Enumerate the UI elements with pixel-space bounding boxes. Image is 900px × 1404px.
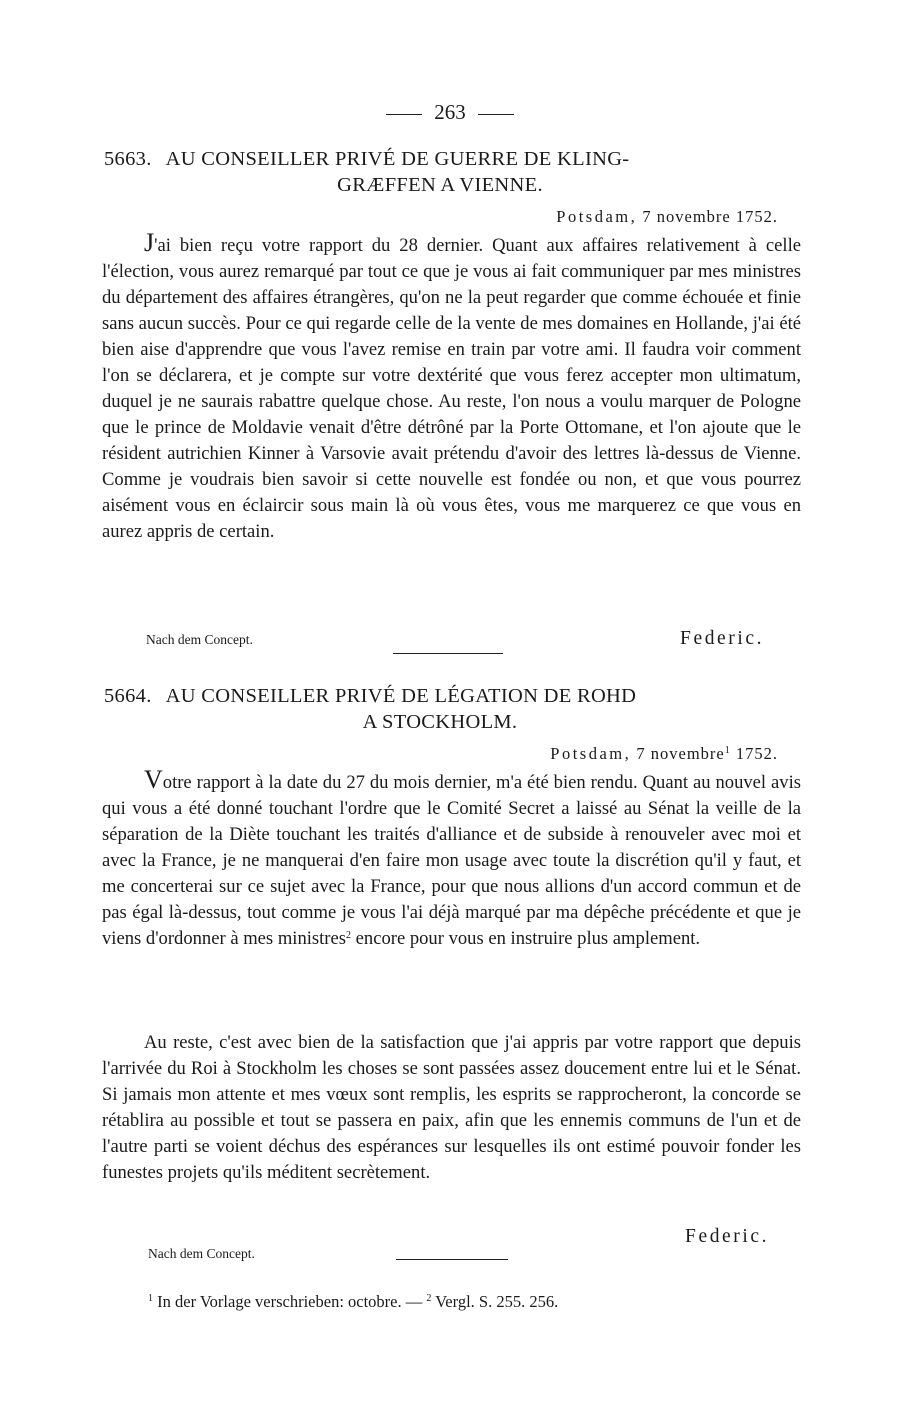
source-note: Nach dem Concept. — [148, 1246, 255, 1261]
footnote-mark: 1 — [148, 1293, 153, 1304]
letter-title-line2: GRÆFFEN A VIENNE. — [337, 174, 543, 196]
page-number-dash-right — [478, 114, 514, 115]
footnote-ref: 2 — [346, 930, 351, 941]
letter-end-rule — [393, 653, 503, 654]
letter-body-paragraph: Au reste, c'est avec bien de la satisfaction que j'ai appris par votre rapport que depuis l'arrivée du Roi à Stockholm les choses se sont passées assez doucement entre lui et le Sénat. Si jamais mon attente et mes vœux sont remplis, les esprits se rapprocheront, la concorde se rétablira au possible et tout se passera en paix, afin que les ennemis communs de l'un et de l'autre parti se voient déchus des espérances sur lesquelles ils ont estimé pouvoir fonder les funestes projets qu'ils méditent secrètement. — [102, 1032, 801, 1183]
letter-body: Votre rapport à la date du 27 du mois dernier, m'a été bien rendu. Quant au nouvel avis qui vous a été donné touchant l'ordre que le Comité Secret a laissé au Sénat la veille de la séparation de la Diète touchant les traités d'alliance et de subside à renouveler avec moi et avec la France, je ne manquerai d'en faire mon usage avec toute la discrétion qu'il y faut, et me concerterai sur ce sujet avec la France, pour que nous allions d'un accord commun et de pas égal là-dessus, tout comme je vous l'ai déjà marqué par ma dépêche précédente et que je viens d'ordonner à mes ministres$^2$ encore pour vous en instruire plus amplement. — [102, 765, 801, 949]
source-note: Nach dem Concept. — [146, 632, 253, 647]
letter-heading — [104, 146, 776, 198]
letter-number: 5664. — [104, 685, 152, 707]
letter-dateline: Potsdam, 7 novembre$^1$ 1752. — [550, 744, 778, 763]
letter-title-line2: A STOCKHOLM. — [362, 711, 518, 733]
page-number-dash-left — [386, 114, 422, 115]
letter-title-line1: AU CONSEILLER PRIVÉ DE LÉGATION DE ROHD — [165, 685, 637, 707]
letter-body: J'ai bien reçu votre rapport du 28 dernier. Quant aux affaires relativement à celle l'élection, vous aurez remarqué par tout ce que je vous ai fait communiquer par mes ministres du département des affaires étrangères, qu'on ne la peut regarder que comme échouée et finie sans aucun succès. Pour ce qui regarde celle de la vente de mes domaines en Hollande, j'ai été bien aise d'apprendre que vous l'avez remise en train par votre ami. Il faudra voir comment l'on se déclarera, et je compte sur votre dextérité que vous ferez accepter mon ultimatum, duquel je ne saurais rabattre quelque chose. Au reste, l'on nous a voulu marquer de Pologne que le prince de Moldavie venait d'être détrôné par la Porte Ottomane, et l'on ajoute que le résident autrichien Kinner à Varsovie avait prétendu d'avoir des lettres là-dessus de Vienne. Comme je voudrais bien savoir si cette nouvelle est fondée ou non, et que vous pourrez aisément vous en éclaircir sous main là où vous êtes, vous me marquerez ce que vous en aurez appris de certain. — [102, 228, 801, 542]
signature: Federic. — [685, 1226, 770, 1247]
page-number: 263 — [0, 100, 900, 125]
footnote-ref: 1 — [724, 745, 731, 756]
letter-end-rule — [396, 1259, 508, 1260]
signature: Federic. — [680, 628, 765, 649]
footnotes — [148, 1292, 558, 1312]
letter-heading — [104, 683, 776, 735]
footnote-mark: 2 — [426, 1293, 432, 1304]
letter-title-line1: AU CONSEILLER PRIVÉ DE GUERRE DE KLING- — [165, 148, 630, 170]
initial-letter: V — [144, 765, 163, 794]
letter-dateline: Potsdam, 7 novembre 1752. — [556, 207, 778, 226]
footnote-text: Vergl. S. 255. 256. — [431, 1292, 559, 1311]
letter-number: 5663. — [104, 148, 152, 170]
footnote-text: In der Vorlage verschrieben: octobre. — — [153, 1292, 427, 1311]
initial-letter: J — [144, 228, 155, 257]
